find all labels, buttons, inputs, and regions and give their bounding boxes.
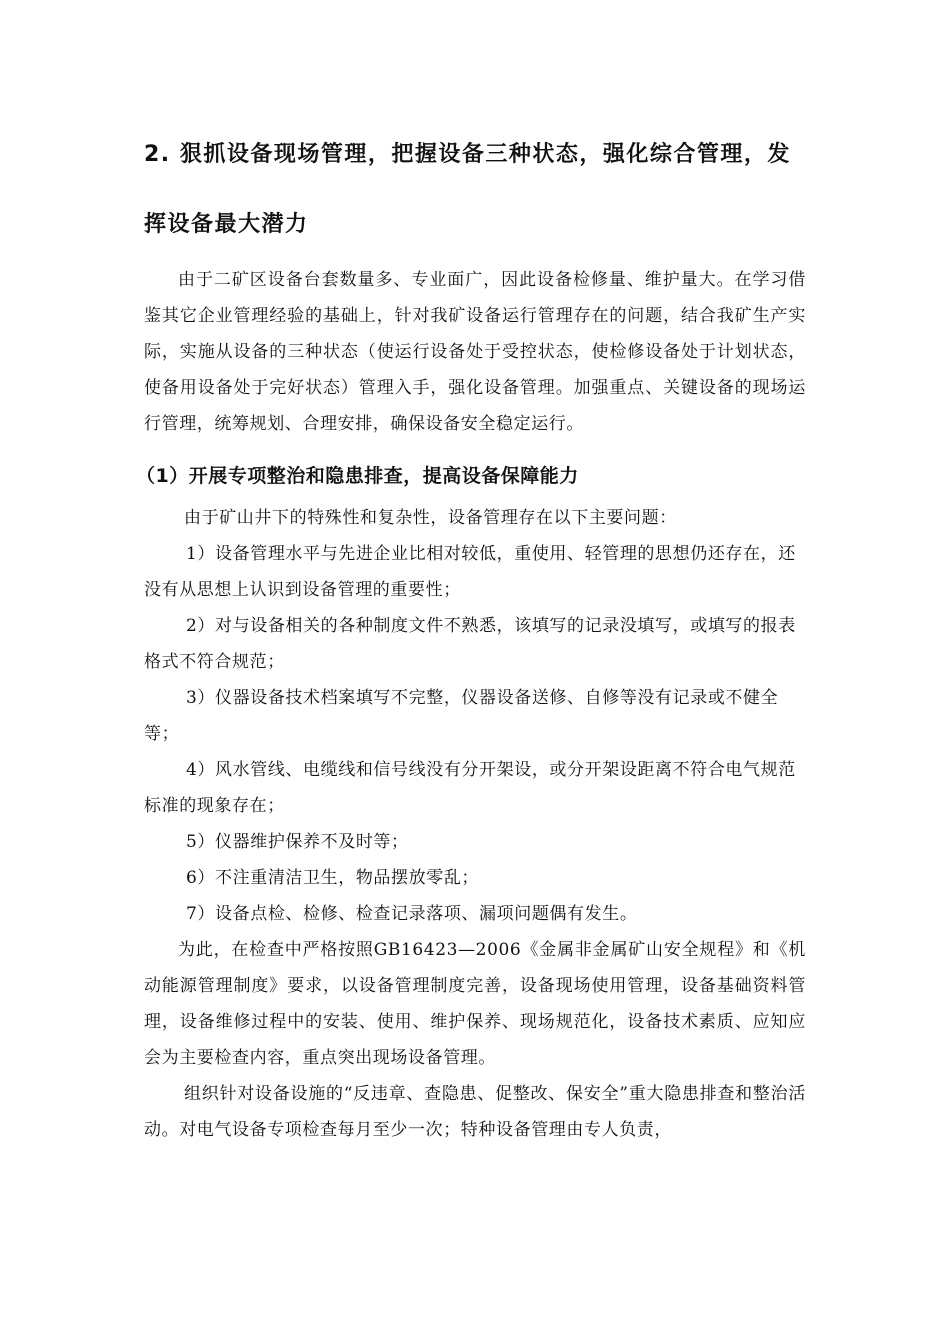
list-item: 7）设备点检、检修、检查记录落项、漏项问题偶有发生。: [186, 904, 638, 924]
problems-list: [144, 536, 806, 932]
document-page: [136, 132, 806, 1148]
activity-paragraph: 组织针对设备设施的“反违章、查隐患、促整改、保安全”重大隐患排查和整治活动。对电气设备专项检查每月至少一次；特种设备管理由专人负责，: [144, 1084, 806, 1140]
list-item: 3）仪器设备技术档案填写不完整，仪器设备送修、自修等没有记录或不健全等；: [144, 688, 779, 744]
problems-intro: 由于矿山井下的特殊性和复杂性，设备管理存在以下主要问题：: [184, 508, 677, 528]
list-item: 5）仪器维护保养不及时等；: [186, 832, 409, 852]
list-item: 4）风水管线、电缆线和信号线没有分开架设，或分开架设距离不符合电气规范标准的现象存在；: [144, 760, 796, 816]
section-heading-line-1: 2. 狠抓设备现场管理，把握设备三种状态，强化综合管理，发: [144, 142, 791, 167]
inspection-paragraph: 为此，在检查中严格按照GB16423—2006《金属非金属矿山安全规程》和《机动能源管理制度》要求，以设备管理制度完善，设备现场使用管理，设备基础资料管理，设备维修过程中的安装、使用、维护保养、现场规范化，设备技术素质、应知应会为主要检查内容，重点突出现场设备管理。: [144, 940, 806, 1068]
subsection-heading: （1）开展专项整治和隐患排查，提高设备保障能力: [136, 465, 579, 487]
list-item: 6）不注重清洁卫生，物品摆放零乱；: [186, 868, 480, 888]
list-item: 2）对与设备相关的各种制度文件不熟悉，该填写的记录没填写，或填写的报表格式不符合规范；: [144, 616, 796, 672]
list-item: 1）设备管理水平与先进企业比相对较低，重使用、轻管理的思想仍还存在，还没有从思想上认识到设备管理的重要性；: [144, 544, 796, 600]
section-heading-line-2: 挥设备最大潜力: [144, 212, 309, 237]
intro-paragraph: 由于二矿区设备台套数量多、专业面广，因此设备检修量、维护量大。在学习借鉴其它企业管理经验的基础上，针对我矿设备运行管理存在的问题，结合我矿生产实际，实施从设备的三种状态（使运行设备处于受控状态，使检修设备处于计划状态，使备用设备处于完好状态）管理入手，强化设备管理。加强重点、关键设备的现场运行管理，统筹规划、合理安排，确保设备安全稳定运行。: [144, 270, 806, 434]
